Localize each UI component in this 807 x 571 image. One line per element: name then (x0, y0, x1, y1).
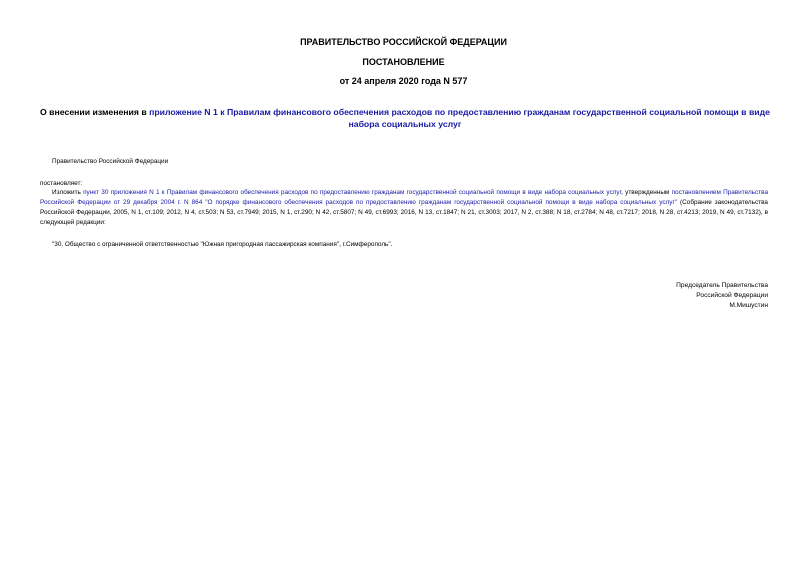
decrees-text: постановляет: (40, 180, 83, 187)
signature-line-title: Председатель Правительства (676, 282, 768, 289)
document-subject (40, 106, 770, 130)
para-mid: , утвержденным (621, 189, 672, 196)
signature-line-name: М.Мишустин (729, 302, 768, 309)
para-link-point-30[interactable]: пункт 30 приложения N 1 к Правилам финансового обеспечения расходов по предоставлению гражданам государственной социальной помощи в виде набора социальных услуг (83, 189, 622, 196)
signature-block (676, 281, 768, 311)
subject-prefix: О внесении изменения в (40, 107, 150, 117)
document-date-number: от 24 апреля 2020 года N 577 (339, 76, 468, 86)
para-end: (Собрание законодательства Российской Федерации, 2005, N 1, ст.109; 2012, N 4, ст.503; N 53, ст.7949; 2015, N 1, ст.290; N 42, ст.5807; N 49, ст.6993; 2016, N 13, ст.1847; N 21, ст.3003; 2017, N 2, ст.388; N 18, ст.2784; N 48, ст.7217; 2018, N 28, ст.4213; 2019, N 49, ст.7132), в следующей редакции: (40, 199, 768, 226)
signature-line-country: Российской Федерации (696, 292, 768, 299)
quoted-text: "30. Общество с ограниченной ответственностью "Южная пригородная пассажирская компания", г.Симферополь". (52, 241, 393, 248)
para-start: Изложить (52, 189, 84, 196)
government-title: ПРАВИТЕЛЬСТВО РОССИЙСКОЙ ФЕДЕРАЦИИ (300, 37, 507, 47)
issuer-text: Правительство Российской Федерации (52, 158, 169, 165)
main-paragraph (40, 188, 768, 228)
subject-link[interactable]: приложение N 1 к Правилам финансового обеспечения расходов по предоставлению гражданам государственной социальной помощи в виде набора социальных услуг (149, 107, 770, 129)
document-type: ПОСТАНОВЛЕНИЕ (362, 57, 445, 67)
para-link-resolution-864[interactable]: постановлением Правительства Российской Федерации от 29 декабря 2004 г. N 864 "О порядке финансового обеспечения расходов по предоставлению гражданам государственной социальной помощи в виде набора социальных услуг" (40, 189, 769, 206)
